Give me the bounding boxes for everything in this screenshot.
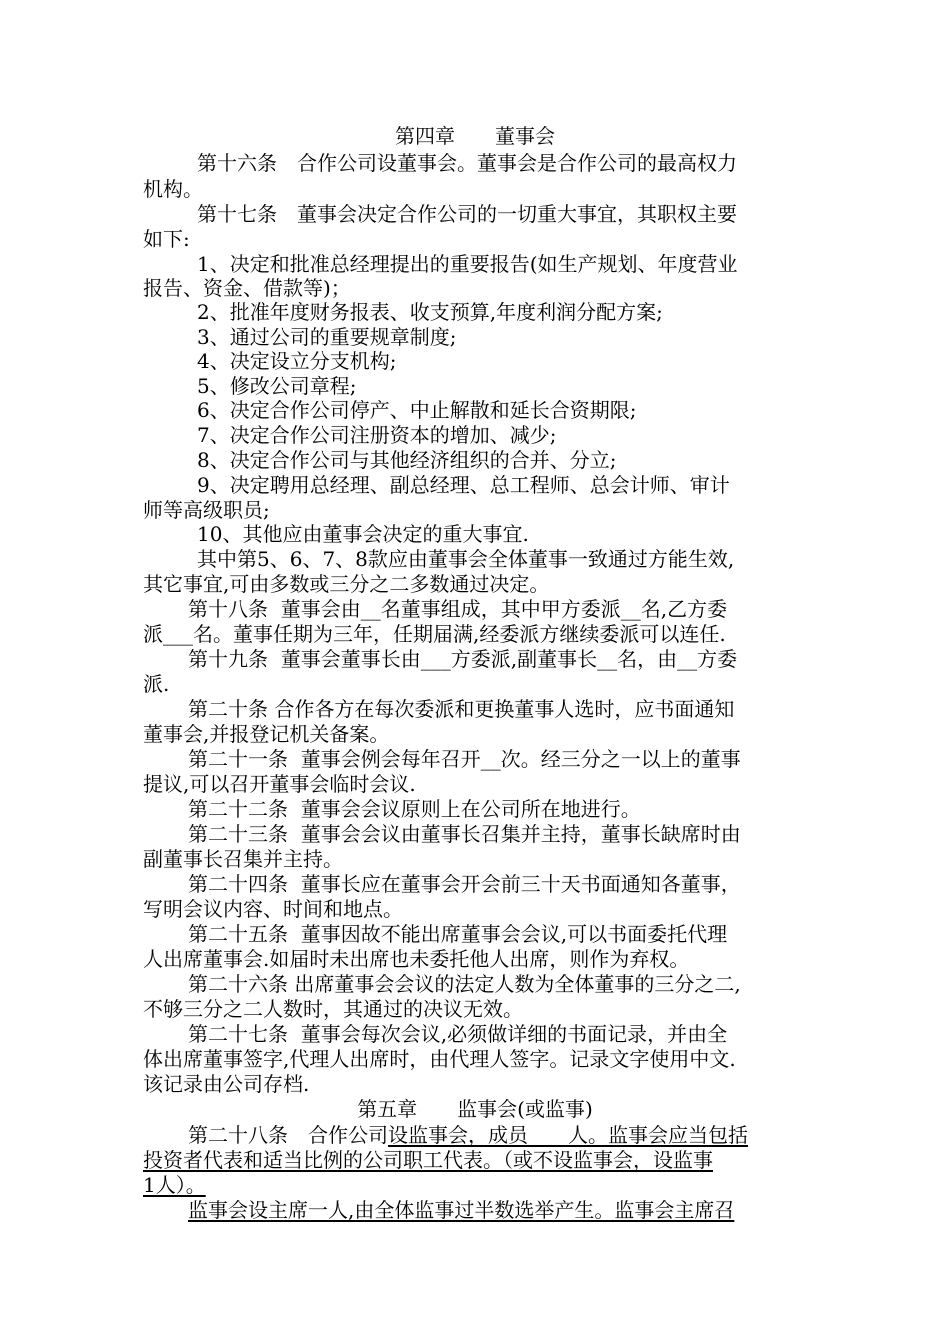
article-28-underlined-text-1: 设监事会，成员 人。监事会应当包括: [388, 1123, 748, 1147]
power-1-line-2: 报告、资金、借款等)；: [143, 276, 351, 300]
article-19-line-2: 派.: [143, 672, 170, 696]
article-18-line-2: 派___名。董事任期为三年，任期届满,经委派方继续委派可以连任.: [143, 622, 726, 646]
article-16-line-2: 机构。: [143, 177, 203, 201]
power-9-line-2: 师等高级职员;: [143, 498, 270, 522]
chapter-5-title: 第五章 监事会(或监事): [357, 1097, 593, 1121]
article-23-line-2: 副董事长召集并主持。: [143, 847, 343, 871]
power-4: 4、决定设立分支机构;: [197, 349, 397, 373]
article-17-line-2: 如下:: [143, 227, 190, 251]
power-6: 6、决定合作公司停产、中止解散和延长合资期限;: [197, 398, 637, 422]
article-26-line-2: 不够三分之二人数时，其通过的决议无效。: [143, 997, 523, 1021]
chapter-4-title: 第四章 董事会: [395, 124, 555, 148]
article-28-underlined-text-2: 投资者代表和适当比例的公司职工代表。（或不设监事会，设监事: [143, 1148, 713, 1172]
power-7: 7、决定合作公司注册资本的增加、减少;: [197, 423, 557, 447]
article-27-line-2: 体出席董事签字,代理人出席时，由代理人签字。记录文字使用中文.: [143, 1047, 736, 1071]
power-9-line-1: 9、决定聘用总经理、副总经理、总工程师、总会计师、审计: [197, 473, 730, 497]
article-23-line-1: 第二十三条 董事会会议由董事长召集并主持，董事长缺席时由: [188, 822, 741, 846]
article-24-line-2: 写明会议内容、时间和地点。: [143, 897, 403, 921]
unanimous-clause-line-1: 其中第5、6、7、8款应由董事会全体董事一致通过方能生效,: [197, 547, 735, 571]
article-22: 第二十二条 董事会会议原则上在公司所在地进行。: [188, 797, 641, 821]
article-20-line-2: 董事会,并报登记机关备案。: [143, 722, 390, 746]
article-17-line-1: 第十七条 董事会决定合作公司的一切重大事宜，其职权主要: [197, 202, 737, 226]
article-24-line-1: 第二十四条 董事长应在董事会开会前三十天书面通知各董事，: [188, 872, 741, 896]
article-21-line-1: 第二十一条 董事会例会每年召开__次。经三分之一以上的董事: [188, 747, 741, 771]
power-10: 10、其他应由董事会决定的重大事宜.: [197, 522, 529, 546]
article-19-line-1: 第十九条 董事会董事长由___方委派,副董事长__名，由__方委: [188, 647, 738, 671]
article-25-line-1: 第二十五条 董事因故不能出席董事会会议,可以书面委托代理: [188, 922, 728, 946]
unanimous-clause-line-2: 其它事宜,可由多数或三分之二多数通过决定。: [143, 572, 550, 596]
article-28-underlined-text-3: 1人）。: [143, 1173, 206, 1197]
power-8: 8、决定合作公司与其他经济组织的合并、分立;: [197, 448, 617, 472]
article-28-prefix: 第二十八条 合作公司: [188, 1123, 388, 1147]
article-26-line-1: 第二十六条 出席董事会会议的法定人数为全体董事的三分之二,: [188, 972, 741, 996]
article-27-line-1: 第二十七条 董事会每次会议,必须做详细的书面记录，并由全: [188, 1022, 728, 1046]
article-28-line-1: [188, 1123, 748, 1149]
article-25-line-2: 人出席董事会.如届时未出席也未委托他人出席，则作为弃权。: [143, 947, 690, 971]
article-20-line-1: 第二十条 合作各方在每次委派和更换董事人选时，应书面通知: [188, 697, 735, 721]
article-16-line-1: 第十六条 合作公司设董事会。董事会是合作公司的最高权力: [197, 151, 737, 175]
article-27-line-3: 该记录由公司存档.: [143, 1072, 310, 1096]
power-2: 2、批准年度财务报表、收支预算,年度利润分配方案;: [197, 300, 663, 324]
article-18-line-1: 第十八条 董事会由__名董事组成，其中甲方委派__名,乙方委: [188, 597, 728, 621]
power-1-line-1: 1、决定和批准总经理提出的重要报告(如生产规划、年度营业: [197, 252, 738, 276]
power-3: 3、通过公司的重要规章制度;: [197, 325, 457, 349]
article-21-line-2: 提议,可以召开董事会临时会议.: [143, 772, 416, 796]
power-5: 5、修改公司章程;: [197, 374, 357, 398]
supervisory-board-chair-line: 监事会设主席一人,由全体监事过半数选举产生。监事会主席召: [188, 1198, 735, 1222]
